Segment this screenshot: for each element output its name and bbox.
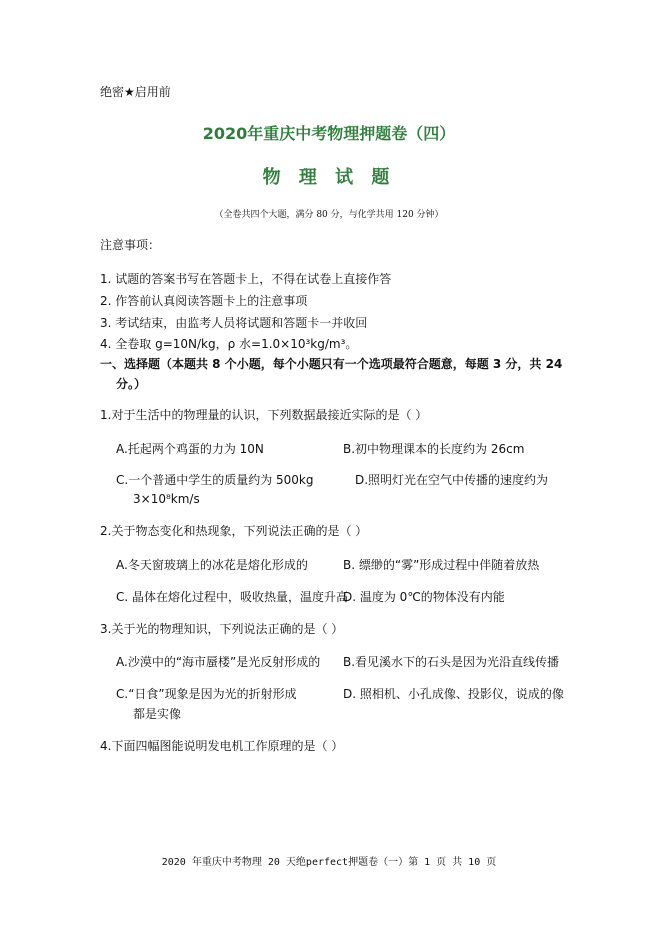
option-c: C. 晶体在熔化过程中，吸收热量，温度升高 [116, 590, 349, 604]
option-a: A.托起两个鸡蛋的力为 10N [116, 442, 264, 456]
option-d: D. 温度为 0℃的物体没有内能 [343, 590, 505, 604]
option-a: A.沙漠中的“海市蜃楼”是光反射形成的 [116, 655, 321, 669]
notes-heading: 注意事项： [100, 238, 161, 252]
option-b: B. 缥缈的“雾”形成过程中伴随着放热 [343, 558, 540, 572]
note-item: 4. 全卷取 g=10N/kg，ρ 水=1.0×10³kg/m³。 [100, 337, 358, 351]
question-stem: 3.关于光的物理知识，下列说法正确的是（ ） [100, 622, 344, 636]
page-title: 2020年重庆中考物理押题卷（四） [202, 124, 456, 143]
section-heading: 一、选择题（本题共 8 个小题，每个小题只有一个选项最符合题意，每题 3 分，共 24 [100, 357, 563, 371]
question-stem: 2.关于物态变化和热现象，下列说法正确的是（ ） [100, 524, 368, 538]
option-d-cont: 3×10⁸km/s [133, 492, 200, 506]
question-stem: 1.对于生活中的物理量的认识，下列数据最接近实际的是（ ） [100, 408, 428, 422]
option-d: D.照明灯光在空气中传播的速度约为 [355, 473, 549, 487]
option-d: D. 照相机、小孔成像、投影仪，说成的像 [343, 687, 564, 701]
option-c: C.一个普通中学生的质量约为 500kg [116, 473, 314, 487]
option-c: C.“日食”现象是因为光的折射形成 [116, 687, 297, 701]
note-item: 1. 试题的答案书写在答题卡上，不得在试卷上直接作答 [100, 272, 392, 286]
question-stem: 4.下面四幅图能说明发电机工作原理的是（ ） [100, 739, 344, 753]
option-c-cont: 都是实像 [133, 707, 182, 721]
exam-note: （全卷共四个大题，满分 80 分，与化学共用 120 分钟） [214, 210, 444, 220]
section-heading-cont: 分。） [116, 377, 147, 391]
option-a: A.冬天窗玻璃上的冰花是熔化形成的 [116, 558, 308, 572]
option-b: B.看见溪水下的石头是因为光沿直线传播 [343, 655, 560, 669]
page-subtitle: 物 理 试 题 [262, 167, 396, 188]
confidential-label: 绝密★启用前 [100, 85, 171, 99]
note-item: 3. 考试结束，由监考人员将试题和答题卡一并收回 [100, 316, 368, 330]
option-b: B.初中物理课本的长度约为 26cm [343, 442, 525, 456]
page-footer: 2020 年重庆中考物理 20 天绝perfect押题卷（一）第 1 页 共 10 页 [161, 857, 497, 868]
note-item: 2. 作答前认真阅读答题卡上的注意事项 [100, 294, 308, 308]
